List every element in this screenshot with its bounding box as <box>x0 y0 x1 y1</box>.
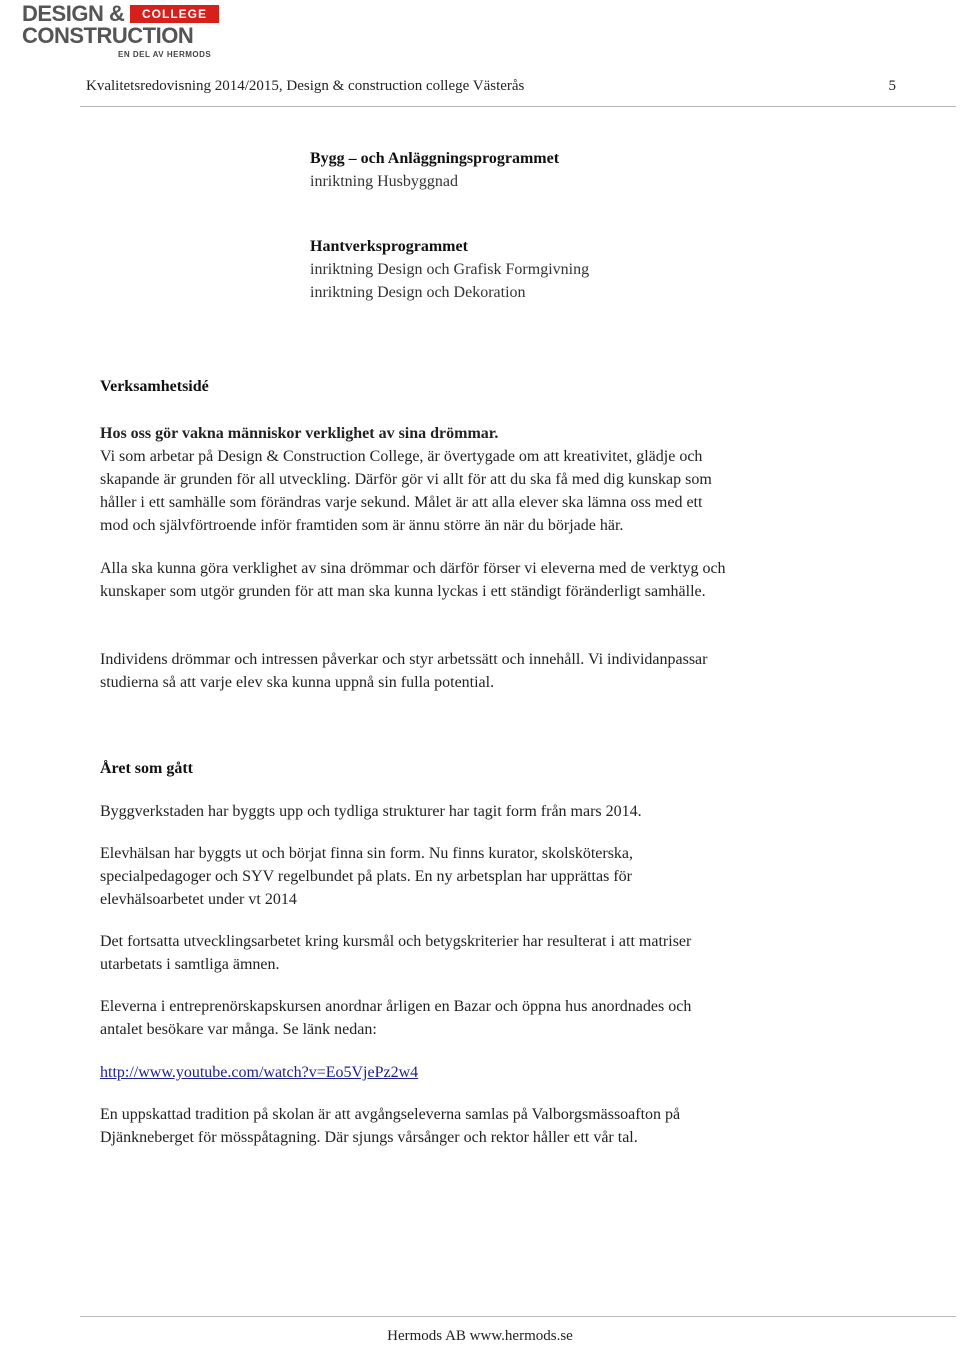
logo-line-construction: CONSTRUCTION <box>22 23 194 48</box>
youtube-link[interactable]: http://www.youtube.com/watch?v=Eo5VjePz2w4 <box>100 1064 419 1081</box>
company-logo <box>22 2 222 60</box>
verksamhet-paragraph-1: Vi som arbetar på Design & Construction College, är övertygade om att kreativitet, glädje och skapande är grunden för all utveckling. Därför gör vi allt för att du ska få med dig kunskap som håller i ett samhälle som förändras varje sekund. Målet är att alla elever ska lämna oss med ett mod och självförtroende inför framtiden som är ännu större än när du började här. <box>100 448 712 534</box>
verksamhet-paragraph-2: Alla ska kunna göra verklighet av sina drömmar och därför förser vi eleverna med de verktyg och kunskaper som utgör grunden för att man ska kunna lyckas i ett ständigt föränderligt samhälle. <box>100 560 726 600</box>
year-heading: Året som gått <box>100 760 194 777</box>
page-number: 5 <box>888 78 896 94</box>
logo-college-badge: COLLEGE <box>130 5 219 23</box>
program-hantverk <box>310 235 589 304</box>
verksamhet-intro: Hos oss gör vakna människor verklighet av sina drömmar. <box>100 425 499 442</box>
year-paragraph-5: En uppskattad tradition på skolan är att avgångseleverna samlas på Valborgsmässoafton på Djänkneberget för mösspåtagning. Där sjungs vårsånger och rektor håller ett vår tal. <box>100 1106 681 1146</box>
header-divider <box>80 106 956 107</box>
footer-divider <box>80 1316 956 1317</box>
year-paragraph-3: Det fortsatta utvecklingsarbetet kring kursmål och betygskriterier har resulterat i att matriser utarbetats i samtliga ämnen. <box>100 933 692 973</box>
logo-tagline: EN DEL AV HERMODS <box>118 50 212 59</box>
header-title: Kvalitetsredovisning 2014/2015, Design & construction college Västerås <box>86 78 525 94</box>
page-footer: Hermods AB www.hermods.se <box>387 1328 573 1344</box>
program-line: inriktning Design och Dekoration <box>310 284 526 301</box>
verksamhet-heading: Verksamhetsidé <box>100 378 209 395</box>
program-line: inriktning Design och Grafisk Formgivning <box>310 261 590 278</box>
year-paragraph-2: Elevhälsan har byggts ut och börjat finna sin form. Nu finns kurator, skolsköterska, specialpedagoger och SYV regelbundet på plats. En ny arbetsplan har upprättas för elevhälsoarbetet under vt 2014 <box>100 845 634 908</box>
page-header <box>86 78 896 95</box>
year-link-row <box>100 1061 880 1084</box>
logo-line-design: DESIGN & <box>22 1 125 26</box>
program-line: inriktning Husbyggnad <box>310 173 458 190</box>
verksamhet-body <box>100 422 880 537</box>
program-title: Bygg – och Anläggningsprogrammet <box>310 150 560 167</box>
program-title: Hantverksprogrammet <box>310 238 468 255</box>
program-bygg <box>310 147 559 193</box>
year-paragraph-4: Eleverna i entreprenörskapskursen anordnar årligen en Bazar och öppna hus anordnades och antalet besökare var många. Se länk nedan: <box>100 998 692 1038</box>
verksamhet-paragraph-3: Individens drömmar och intressen påverkar och styr arbetssätt och innehåll. Vi individanpassar studierna så att varje elev ska kunna uppnå sin fulla potential. <box>100 651 708 691</box>
year-paragraph-1: Byggverkstaden har byggts upp och tydliga strukturer har tagit form från mars 2014. <box>100 803 642 820</box>
